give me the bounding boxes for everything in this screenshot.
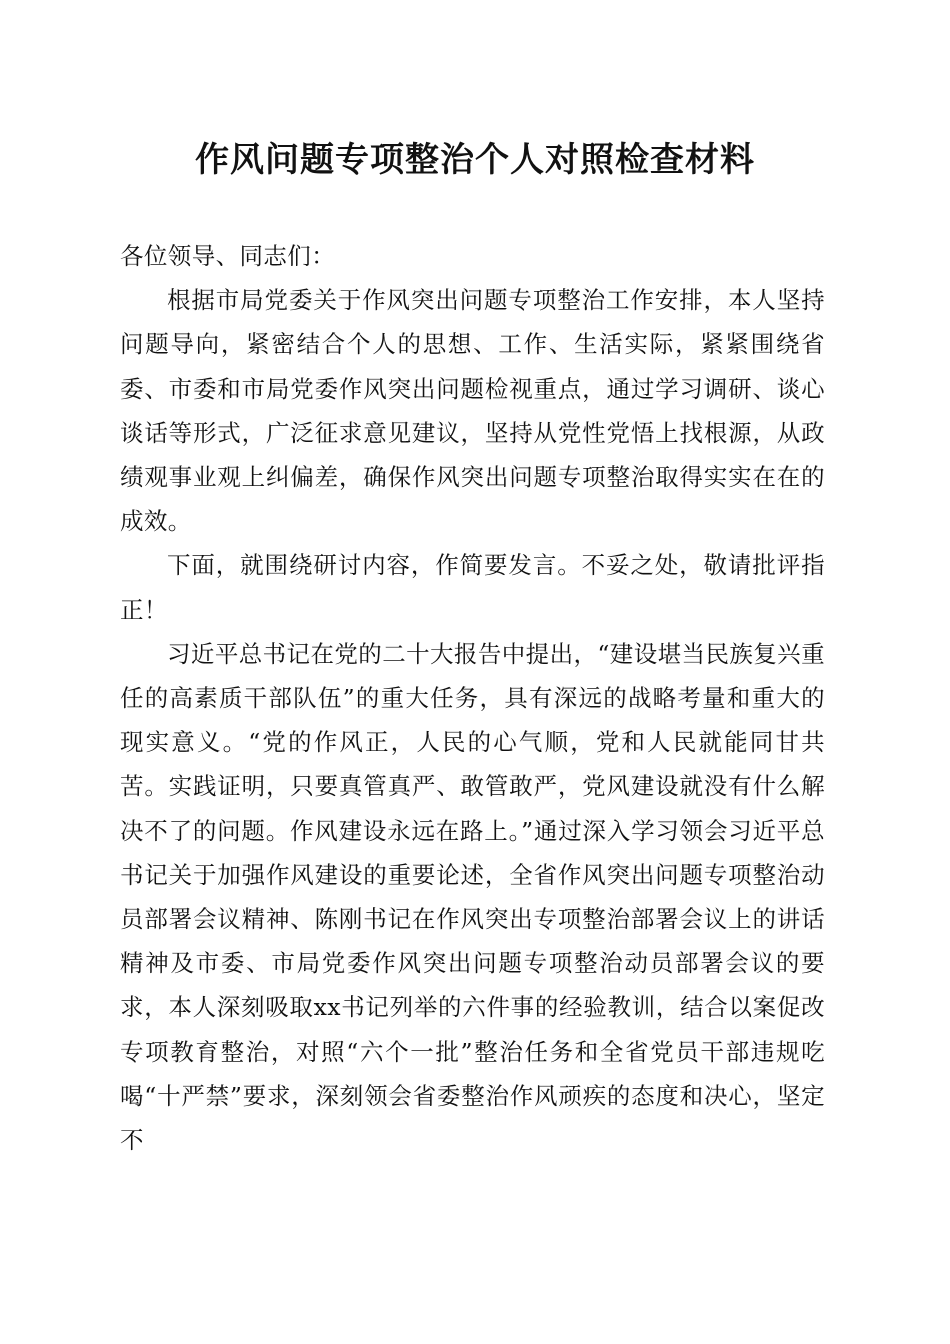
salutation: 各位领导、同志们： [120,242,336,270]
paragraph-intro: 根据市局党委关于作风突出问题专项整治工作安排，本人坚持问题导向，紧密结合个人的思想、工作、生活实际，紧紧围绕省委、市委和市局党委作风突出问题检视重点，通过学习调研、谈心谈话等形式，广泛征求意见建议，坚持从党性党悟上找根源，从政绩观事业观上纠偏差，确保作风突出问题专项整治取得实实在在的成效。 [120,286,825,536]
paragraph-main: 习近平总书记在党的二十大报告中提出，“建设堪当民族复兴重任的高素质干部队伍”的重大任务，具有深远的战略考量和重大的现实意义。“党的作风正，人民的心气顺，党和人民就能同甘共苦。实践证明，只要真管真严、敢管敢严，党风建设就没有什么解决不了的问题。作风建设永远在路上。”通过深入学习领会习近平总书记关于加强作风建设的重要论述，全省作风突出问题专项整治动员部署会议精神、陈刚书记在作风突出专项整治部署会议上的讲话精神及市委、市局党委作风突出问题专项整治动员部署会议的要求，本人深刻吸取xx书记列举的六件事的经验教训，结合以案促改专项教育整治，对照“六个一批”整治任务和全省党员干部违规吃喝“十严禁”要求，深刻领会省委整治作风顽疾的态度和决心，坚定不 [120,639,825,1155]
document-title: 作风问题专项整治个人对照检查材料 [195,140,755,180]
paragraph-preface: 下面，就围绕研讨内容，作简要发言。不妥之处，敬请批评指正！ [120,551,825,624]
document-body [120,234,825,1162]
